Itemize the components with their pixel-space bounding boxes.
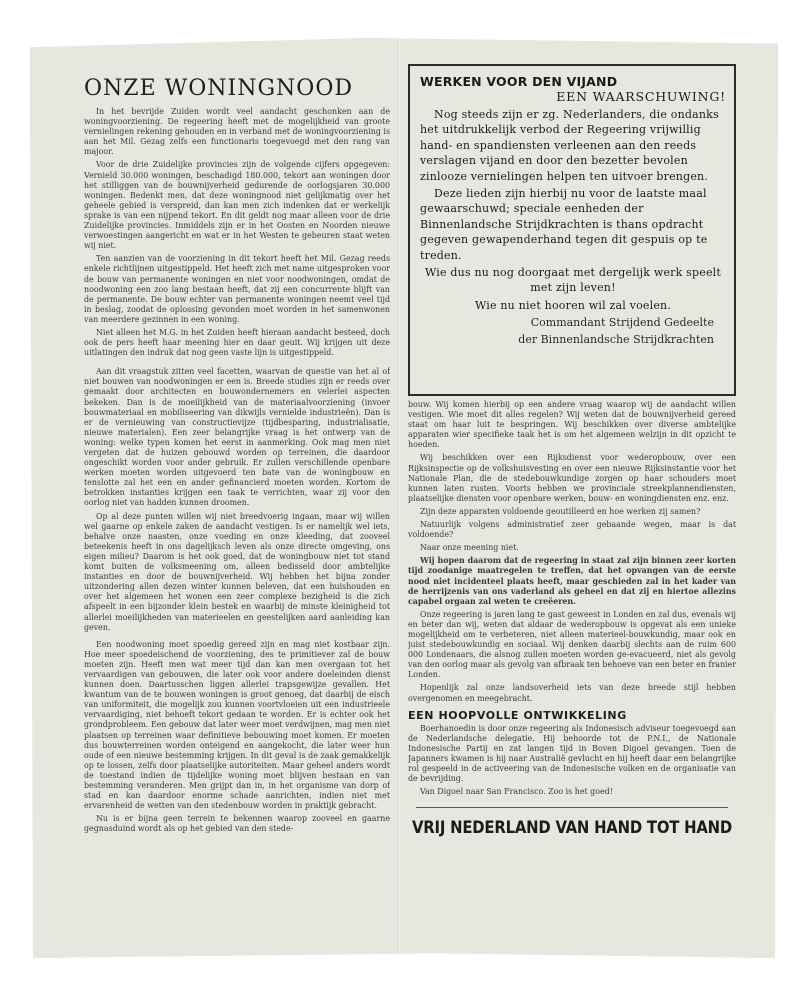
warning-paragraph: Nog steeds zijn er zg. Nederlanders, die ondanks het uitdrukkelijk verbod der Regeering vrijwillig hand- en spandiensten verleenen aan den reeds verslagen vijand en door den bezetter bevolen zinlooze vernielingen helpen ten uitvoer brengen. <box>420 108 719 183</box>
warning-subheading: EEN WAARSCHUWING! <box>556 89 726 104</box>
warning-paragraph: Wie dus nu nog doorgaat met dergelijk werk speelt met zijn leven! <box>424 266 722 295</box>
article-paragraph: Aan dit vraagstuk zitten veel facetten, waarvan de questie van het al of niet bouwen van noodwoningen er een is. Breede studies zijn er reeds over gemaakt door architecten en bouwondernemers en velerlei aspecten bekeken. Dan is de moeilijkheid van de materiaalvoorziening (invoer bouwmateriaal en mobiliseering van dikwijls vernielde industrieën). Dan is er de vernieuwing van constructievijze (tijdbesparing, industrialisatie, nieuwe materialen). Een zeer belangrijke vraag is het ontwerp van de woning: welke typen komen het eerst in aanmerking. Ook mag men niet vergeten dat de huizen gebouwd worden op terreinen, die daardoor ongeschikt worden voor ander gebruik. Er zullen verschillende openbare werken moeten worden uitgevoerd ten bate van de woningbouw en tenslotte zal het een en ander gefinancierd moeten worden. Kortom de betrokken instanties krijgen een taak te verrichten, waar zij voor den oorlog niet van hadden kunnen droomen. <box>84 367 390 508</box>
bold-paragraph: Wij hopen daarom dat de regeering in staat zal zijn binnen zeer korten tijd zoodanige maatregelen te treffen, dat het opvangen van de eerste nood niet incidenteel plaats heeft, maar geschieden zal in het kader van de herrijzenis van ons vaderland als geheel en dat zij en hiertoe allezins capabel orgaan zal weten te creëeren. <box>408 556 736 606</box>
divider <box>416 807 728 808</box>
warning-signature-2: der Binnenlandsche Strijdkrachten <box>518 333 714 347</box>
closing-line: Van Digoel naar San Francisco. Zoo is het goed! <box>420 787 613 797</box>
warning-heading: WERKEN VOOR DEN VIJAND <box>420 74 618 89</box>
fold-crease <box>398 40 401 955</box>
warning-signature-1: Commandant Strijdend Gedeelte <box>530 316 714 330</box>
footer-title: VRIJ NEDERLAND VAN HAND TOT HAND <box>411 818 733 838</box>
left-column <box>84 76 390 946</box>
article-paragraph: Natuurlijk volgens administratief zeer gebaande wegen, maar is dat voldoende? <box>408 520 736 540</box>
article-paragraph: bouw. Wij komen hierbij op een andere vraag waarop wij de aandacht willen vestigen. Wie moet dit alles regelen? Wij weten dat de bouwnijverheid gereed staat om haar luit te bespringen. Wij beschikken over diverse ambtelijke apparaten wier specifieke taak het is om het algemeen welzijn in dit opzicht te hoeden. <box>408 400 736 450</box>
article-paragraph: Zijn deze apparaten voldoende geoutilleerd en hoe werken zij samen? <box>420 506 701 516</box>
article-paragraph: Op al deze punten willen wij niet breedvoerig ingaan, maar wij willen wel gaarne op enkele zaken de aandacht vestigen. Is er namelijk wel iets, behalve onze naasten, onze voeding en onze kleeding, dat zooveel beteekenis heeft in ons dagelijksch leven als onze directe omgeving, ons eigen milieu? Daarom is het ook goed, dat de woningbouw niet tot stand komt buiten de volksmeening om, alleen bedisseld door ambtelijke instanties en door de bouwnijverheid. Wij hebben het bijna zonder uitzondering allen dezen winter kunnen beleven, dat een huishouden en over het algemeen het wonen een zeer complexe bezigheid is die zich afspeelt in een bijzonder klein bestek en waarbij de minste kleinigheid tot allerlei moeilijkheden van materieelen en geestelijken aard aanleiding kan geven. <box>84 511 390 632</box>
article-paragraph: Onze regeering is jaren lang te gast geweest in Londen en zal dus, evenals wij en beter dan wij, weten dat aldaar de wederopbouw is opgevat als een unieke mogelijkheid om te verbeteren, niet alleen materieel-bouwkundig, maar ook en juist stedebouwkundig en sociaal. Wij denken daarbij slechts aan de ruim 600 000 Londenaars, die alsnog zullen moeten worden ge-evacueerd, niet als gevolg van den oorlog maar als gevolg van afbraak ten behoeve van een beter en franier Londen. <box>408 609 736 680</box>
article-paragraph: Wij beschikken over een Rijksdienst voor wederopbouw, over een Rijksinspectie op de volkshuisvesting en over een nieuwe Rijksinstantie voor het Nationale Plan, die de stedebouwkundige zorgen op haar schouders moet kunnen laten rusten. Voorts hebben we provinciale streekplannendiensten, plaatselijke diensten voor openbare werken, bouw- en woningdiensten enz. enz. <box>408 453 736 503</box>
article-paragraph: Naar onze meening niet. <box>420 543 519 553</box>
article-paragraph: Hopenlijk zal onze landsoverheid iets van deze breede stijl hebben overgenomen en meegebracht. <box>408 683 736 703</box>
article-title: ONZE WONINGNOOD <box>84 76 353 101</box>
warning-box <box>408 64 736 396</box>
article-paragraph: Een noodwoning moet spoedig gereed zijn en mag niet kostbaar zijn. Hoe meer spoedeischend de voorziening, des te primitiever zal de bouw moeten zijn. Heeft men wat meer tijd dan kan men overgaan tot het vervaardigen van gebouwen, die later ook voor andere doeleinden dienst kunnen doen. Daartusschen liggen allerlei trapsgewijze gevallen. Het kwantum van de te bouwen woningen is groot genoeg, dat daarbij de eisch van uniformiteit, die mogelijk zou kunnen voortvloeien uit een industrieele vervaardiging, niet behoeft tekort gedaan te worden. Er is echter ook het grondprobleem. Een gebouw dat later weer moet verdwijnen, mag men niet plaatsen op terreinen waar definitieve bebouwing moet komen. Er moeten dus bouwterreinen worden onteigend en aangekocht, die later weer hun oude of een nieuwe bestemming krijgen. In dit geval is de zaak gemakkelijk op te lossen, zelfs door plaatselijke autoriteiten. Maar geheel anders wordt de toestand indien de tijdelijke woning moet blijven bestaan en van bestemming veranderen. Men grijpt dan in, in het organisme van dorp of stad en kan daardoor enorme schade aanrichten, indien niet met ervarenheid de wetten van den stedenbouw worden in praktijk gebracht. <box>84 639 390 811</box>
right-column <box>408 62 736 942</box>
section-title: EEN HOOPVOLLE ONTWIKKELING <box>408 708 627 722</box>
article-paragraph: In het bevrijde Zuiden wordt veel aandacht geschonken aan de woningvoorziening. De regeering heeft met de mogelijkheid van groote vernielingen rekening gehouden en in verband met de woningvoorziening is aan het Mil. Gezag zelfs een functionaris toegevoegd met den rang van majoor. <box>84 107 390 157</box>
article-paragraph: Niet alleen het M.G. in het Zuiden heeft hieraan aandacht besteed, doch ook de pers heeft haar meening hier en daar geuit. Wij krijgen uit deze uitlatingen den indruk dat nog geen vaste lijn is uitgestippeld. <box>84 327 390 358</box>
warning-paragraph: Deze lieden zijn hierbij nu voor de laatste maal gewaarschuwd; speciale eenheden der Binnenlandsche Strijdkrachten is thans opdracht gegeven gewapenderhand tegen dit gespuis op te treden. <box>420 187 708 262</box>
article-paragraph: Nu is er bijna geen terrein te bekennen waarop zooveel en gaarne gegnasduind wordt als op het gebied van den stede- <box>84 814 390 834</box>
section-paragraph: Boerhanoedin is door onze regeering als Indonesisch adviseur toegevoegd aan de Nederlandsche delegatie. Hij behoorde tot de P.N.I., de Nationale Indonesische Partij en zat langen tijd in Boven Digoel gevangen. Toen de Japanners kwamen is hij naar Australië gevlucht en hij heeft daar een belangrijke rol gespeeld in de activeering van de Indonesische volken en de organisatie van de bevrijding. <box>408 723 736 784</box>
warning-paragraph: Wie nu niet hooren wil zal voelen. <box>474 298 672 312</box>
article-paragraph: Ten aanzien van de voorziening in dit tekort heeft het Mil. Gezag reeds enkele richtlijnen uitgestippeld. Het heeft zich met name uitgesproken voor de bouw van permanente woningen en niet voor noodwoningen, omdat de noodwoning een zoo lang bestaan heeft, dat zij een concurrente blijft van de permanente. De bouw echter van permanente woningen neemt veel tijd in beslag, zoodat de oplossing gevonden moet worden in het samenwonen van meerdere gezinnen in een woning. <box>84 254 390 324</box>
article-paragraph: Voor de drie Zuidelijke provincies zijn de volgende cijfers opgegeven: Vernield 30.000 woningen, beschadigd 180.000, tekort aan woningen door het stilliggen van de bouwnijverheid gedurende de oorlogsjaren 30.000 woningen. Bedenkt men, dat deze woningnood niet gelijkmatig over het geheele gebied is verspreid, dan kan men zich indenken dat er werkelijk sprake is van een nijpend tekort. En dit geldt nog maar alleen voor de drie Zuidelijke provincies. Inmiddels zijn er in het Oosten en Noorden nieuwe verwoestingen aangericht en wat er in het Westen te gebeuren staat weten wij niet. <box>84 160 390 251</box>
